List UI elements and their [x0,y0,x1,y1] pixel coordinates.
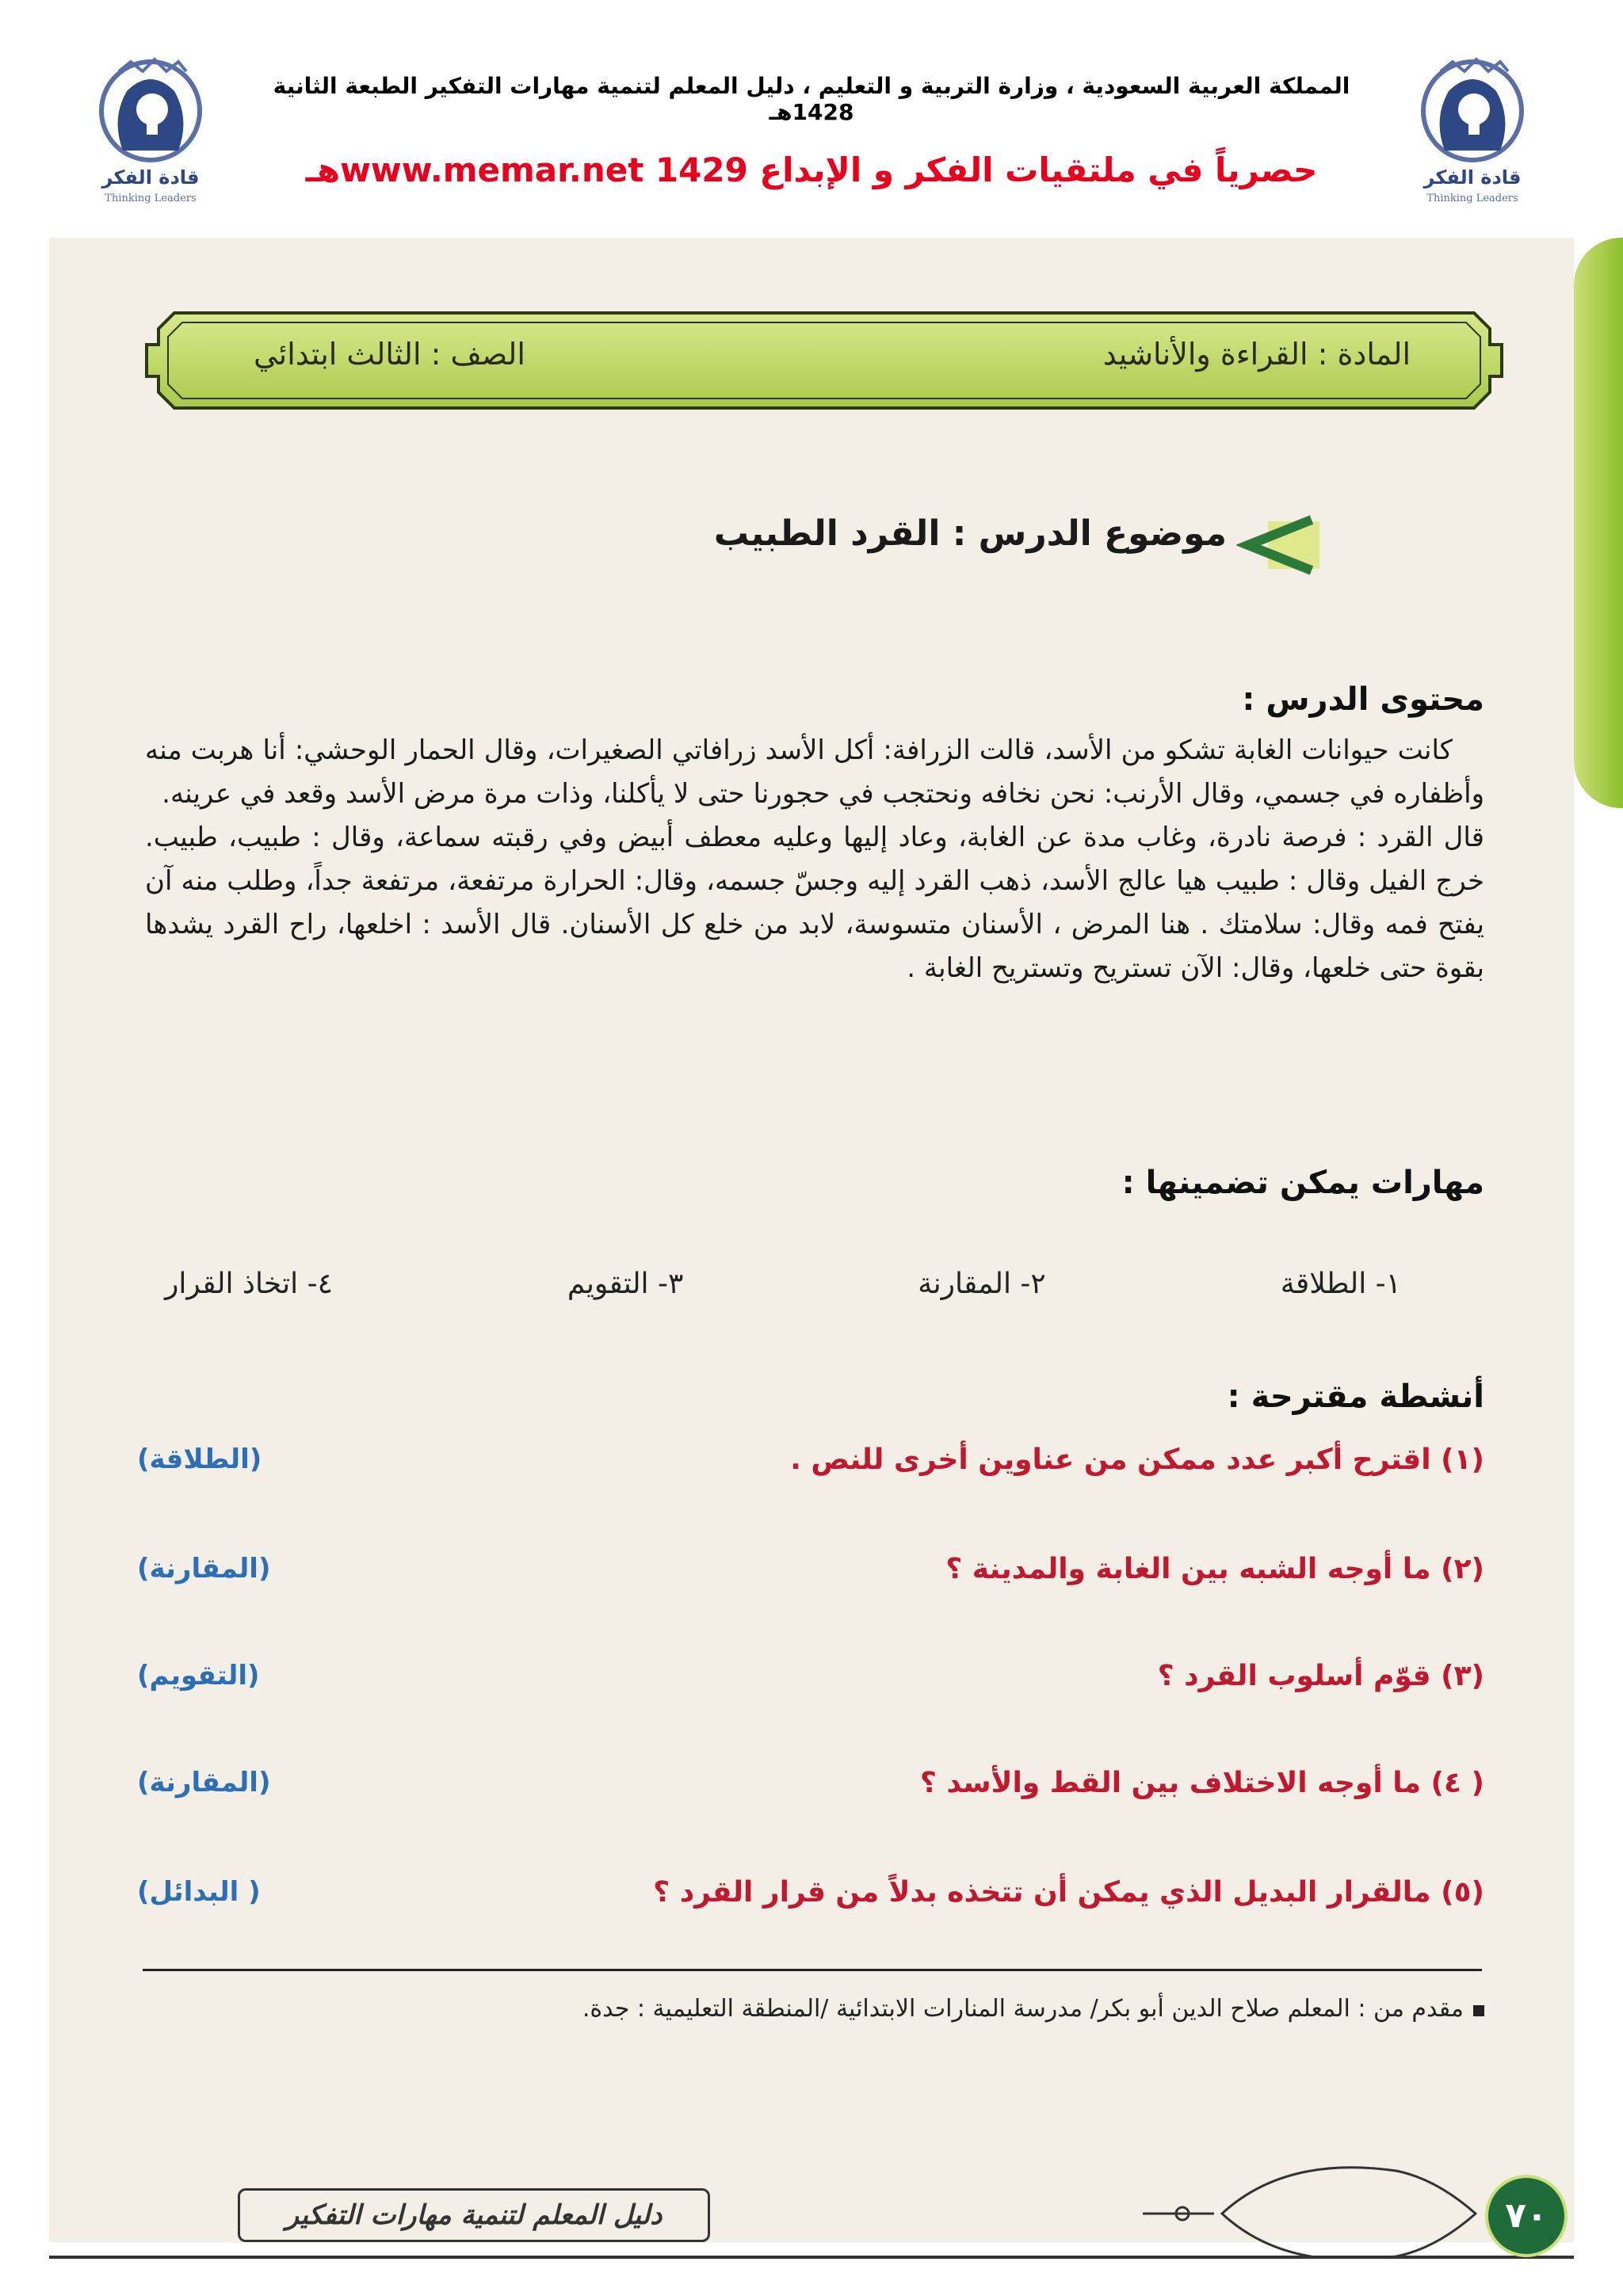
svg-text:قادة الفكر: قادة الفكر [101,166,200,189]
activity-question: ( ٤) ما أوجه الاختلاف بين القط والأسد ؟ [920,1767,1484,1799]
thinking-leaders-logo-icon [1401,48,1544,206]
subject-label: المادة : القراءة والأناشيد [1102,337,1411,372]
page-edge-tab [1574,238,1623,808]
activity-item [137,1444,1484,1491]
svg-text:Thinking Leaders: Thinking Leaders [1426,193,1518,204]
activity-question: (٥) مالقرار البديل الذي يمكن أن تتخذه بدلاً من قرار القرد ؟ [653,1876,1484,1909]
lesson-title: موضوع الدرس : القرد الطبيب [713,513,1227,554]
footer-rule [49,2256,1574,2259]
logo-left [79,48,222,206]
svg-text:Thinking Leaders: Thinking Leaders [105,193,197,204]
activity-skill: ( البدائل) [137,1876,261,1908]
skill-item: ٢- المقارنة [918,1268,1046,1300]
page-number: ٧٠ [1485,2175,1568,2257]
activity-skill: (التقويم) [137,1660,260,1691]
credit-text: مقدم من : المعلم صلاح الدين أبو بكر/ مدرسة المنارات الابتدائية /المنطقة التعليمية : جدة. [582,1995,1464,2023]
footer-book-title: دليل المعلم لتنمية مهارات التفكير [238,2188,710,2242]
activity-item [137,1553,1484,1600]
logo-right [1401,48,1544,206]
svg-text:قادة الفكر: قادة الفكر [1423,166,1522,189]
content-paragraph-2: قال القرد : فرصة نادرة، وغاب مدة عن الغابة، وعاد إليها وعليه معطف أبيض وفي رقبته سماعة، وقال : طبيب، طبيب. خرج الفيل وقال : طبيب هيا عالج الأسد، ذهب القرد إليه وجسّ جسمه، وقال: الحرارة مرتفعة، مرتفعة جداً، وطلب منه آن يفتح فمه وقال: سلامتك . هنا المرض ، الأسنان متسوسة، لابد من خلع كل الأسنان. قال الأسد : اخلعها، راح القرد يشدها بقوة حتى خلعها، وقال: الآن تستريح وتستريح الغابة . [145,822,1484,984]
skills-heading: مهارات يمكن تضمينها : [1121,1165,1484,1201]
grade-label: الصف : الثالث ابتدائي [254,337,525,372]
activity-skill: (المقارنة) [137,1553,271,1585]
bullet-square-icon [1473,2005,1484,2016]
activity-item [137,1767,1484,1814]
skill-item: ٤- اتخاذ القرار [165,1268,333,1300]
content-paragraph-1: كانت حيوانات الغابة تشكو من الأسد، قالت الزرافة: أكل الأسد زرافاتي الصغيرات، وقال الحمار الوحشي: أنا هربت منه وأظفاره في جسمي، وقال الأرنب: نحن نخافه ونحتجب في حجورنا حتى لا يأكلنا، وذات مرة مرض الأسد وقعد في عرينه. [145,734,1484,810]
activity-question: (١) اقترح أكبر عدد ممكن من عناوين أخرى للنص . [790,1444,1484,1476]
credit-line [582,1995,1484,2023]
activity-item [137,1660,1484,1707]
header-title: المملكة العربية السعودية ، وزارة التربية و التعليم ، دليل المعلم لتنمية مهارات التفكير الطبعة الثانية 1428هـ [273,73,1350,125]
subject-banner [143,297,1506,424]
activities-heading: أنشطة مقترحة : [1227,1379,1484,1415]
activity-question: (٢) ما أوجه الشبه بين الغابة والمدينة ؟ [945,1553,1484,1585]
divider [143,1969,1482,1971]
activity-question: (٣) قوّم أسلوب القرد ؟ [1157,1660,1484,1692]
content-heading: محتوى الدرس : [1242,681,1484,718]
activity-item [137,1876,1484,1924]
skills-list [165,1268,1401,1300]
thinking-leaders-logo-icon [79,48,222,206]
activity-skill: (المقارنة) [137,1767,271,1798]
skill-item: ١- الطلاقة [1280,1268,1401,1300]
skill-item: ٣- التقويم [567,1268,684,1300]
chevron-left-icon [1236,513,1323,577]
lesson-content [145,729,1484,990]
activity-skill: (الطلاقة) [137,1444,262,1475]
header-website-link[interactable]: حصرياً في ملتقيات الفكر و الإبداع www.memar.net 1429هـ [305,151,1318,189]
